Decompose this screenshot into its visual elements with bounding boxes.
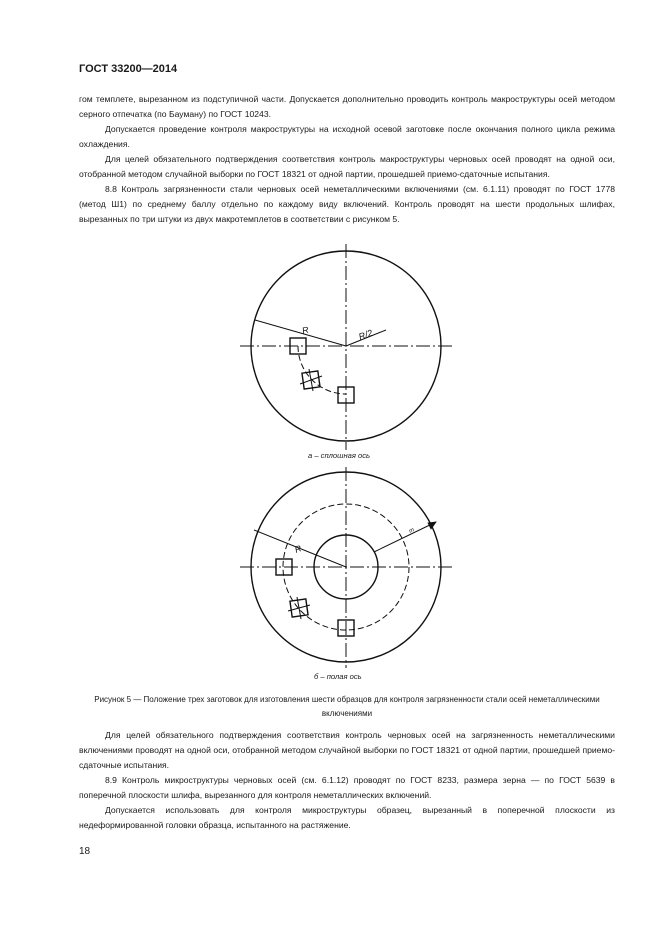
bottom-radius-label: R — [293, 543, 303, 555]
wall-dimension-line — [374, 522, 436, 552]
figure-caption: Рисунок 5 — Положение трех заготовок для изготовления шести образцов для контроля загрязненности стали осей неметаллическими включениями — [94, 695, 600, 718]
paragraph-1: гом темплете, вырезанном из подступичной части. Допускается дополнительно проводить контроль макроструктуры осей методом серного отпечатка (по Бауману) по ГОСТ 10243. — [79, 94, 615, 119]
hollow-axle-diagram — [240, 467, 452, 668]
bottom-dimension-mark: m — [408, 527, 416, 535]
paragraph-5: Допускается использовать для контроля микроструктуры образец, вырезанный в поперечной плоскости из недеформированной головки образца, испытанного на растяжение. — [79, 805, 615, 830]
radius-line — [255, 320, 346, 346]
caption-hollow-axle: б – полая ось — [314, 672, 362, 681]
paragraph-8-8: 8.8 Контроль загрязненности стали черновых осей неметаллическими включениями (см. 6.1.11) проводят по ГОСТ 1778 (метод Ш1) по среднему баллу отдельно по каждому виду включений. Контроль проводят на шести продольных шлифах, вырезанных по три штуки из двух макротемплетов в соответствии с рисунком 5. — [79, 184, 615, 224]
solid-axle-diagram — [240, 244, 452, 450]
top-half-radius-label: R/2 — [357, 327, 374, 342]
paragraph-4: Для целей обязательного подтверждения соответствия контроль черновых осей на загрязненность неметаллическими включениями проводят на одной оси, отобранной методом случайной выборки по ГОСТ 18321 от одной партии, прошедшей приемо-сдаточные испытания. — [79, 730, 615, 770]
paragraph-8-9: 8.9 Контроль микроструктуры черновых осей (см. 6.1.12) проводят по ГОСТ 8233, размера зерна — по ГОСТ 5639 в поперечной плоскости шлифа, вырезанного для контроля неметаллических включений. — [79, 775, 615, 800]
document-header: ГОСТ 33200—2014 — [79, 63, 178, 75]
caption-solid-axle: а – сплошная ось — [308, 451, 371, 460]
paragraph-2: Допускается проведение контроля макроструктуры на исходной осевой заготовке после окончания полного цикла режима охлаждения. — [79, 124, 615, 149]
top-radius-label: R — [300, 324, 310, 336]
page-number: 18 — [79, 846, 91, 857]
paragraph-3: Для целей обязательного подтверждения соответствия контроль макроструктуры черновых осей проводят на одной оси, отобранной методом случайной выборки по ГОСТ 18321 от одной партии, прошедшей приемо-сдаточные испытания. — [79, 154, 615, 179]
text-block-bottom — [79, 728, 615, 833]
dimension-arrow — [428, 522, 436, 529]
